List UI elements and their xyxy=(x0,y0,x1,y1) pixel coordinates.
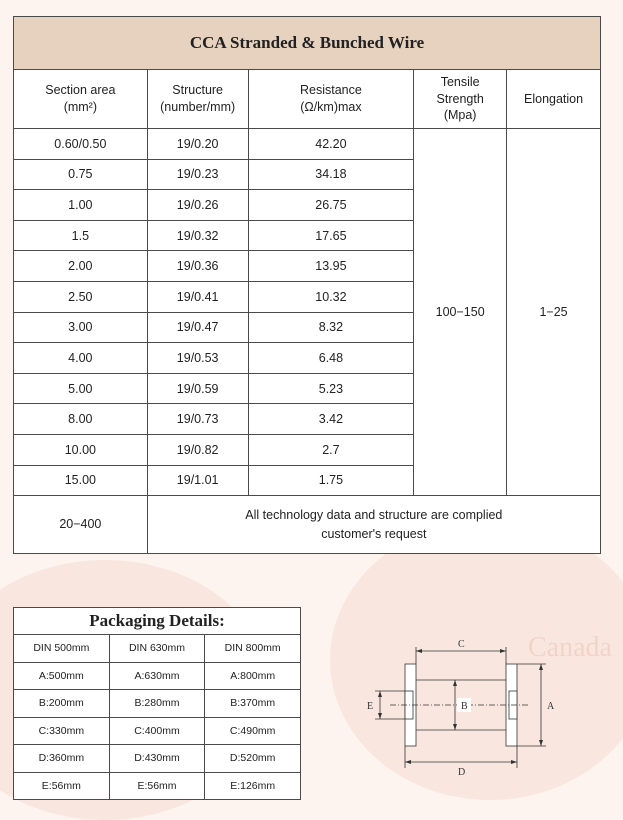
cell-structure: 19/0.59 xyxy=(147,373,248,404)
packaging-cell: D:430mm xyxy=(109,745,205,773)
packaging-cell: B:280mm xyxy=(109,690,205,718)
cell-resistance: 1.75 xyxy=(248,465,414,496)
cell-structure: 19/0.26 xyxy=(147,190,248,221)
packaging-cell: A:800mm xyxy=(205,662,301,690)
cell-structure: 19/0.20 xyxy=(147,129,248,160)
cell-section: 2.50 xyxy=(14,281,148,312)
cell-resistance: 5.23 xyxy=(248,373,414,404)
table-row xyxy=(14,129,601,160)
packaging-table xyxy=(13,607,301,800)
packaging-title: Packaging Details: xyxy=(14,608,301,635)
cell-resistance: 42.20 xyxy=(248,129,414,160)
cell-section: 0.75 xyxy=(14,159,148,190)
header-tensile-strength: Tensile Strength (Mpa) xyxy=(414,70,507,129)
cell-section: 4.00 xyxy=(14,343,148,374)
watermark-text: Canada xyxy=(528,632,612,663)
packaging-cell: A:500mm xyxy=(14,662,110,690)
spool-dimension-diagram xyxy=(360,632,570,782)
cell-structure: 19/0.47 xyxy=(147,312,248,343)
packaging-cell: C:490mm xyxy=(205,717,301,745)
cell-resistance: 10.32 xyxy=(248,281,414,312)
cell-structure: 19/0.36 xyxy=(147,251,248,282)
table-row xyxy=(14,662,301,690)
cell-custom-range: 20−400 xyxy=(14,496,148,554)
header-structure: Structure (number/mm) xyxy=(147,70,248,129)
cell-resistance: 34.18 xyxy=(248,159,414,190)
table-row xyxy=(14,690,301,718)
packaging-cell: E:56mm xyxy=(109,772,205,800)
cell-section: 0.60/0.50 xyxy=(14,129,148,160)
cell-section: 10.00 xyxy=(14,434,148,465)
table-title: CCA Stranded & Bunched Wire xyxy=(14,17,601,70)
dimension-label-b: B xyxy=(461,701,468,712)
packaging-cell: D:360mm xyxy=(14,745,110,773)
cell-structure: 19/0.41 xyxy=(147,281,248,312)
cell-resistance: 2.7 xyxy=(248,434,414,465)
packaging-cell: B:370mm xyxy=(205,690,301,718)
cell-section: 5.00 xyxy=(14,373,148,404)
cell-custom-note: All technology data and structure are complied customer's request xyxy=(147,496,600,554)
cca-spec-table xyxy=(13,16,601,554)
packaging-column-header: DIN 500mm xyxy=(14,635,110,663)
cell-section: 3.00 xyxy=(14,312,148,343)
header-elongation: Elongation xyxy=(507,70,601,129)
header-resistance: Resistance (Ω/km)max xyxy=(248,70,414,129)
cell-structure: 19/0.32 xyxy=(147,220,248,251)
cell-resistance: 3.42 xyxy=(248,404,414,435)
cell-structure: 19/0.82 xyxy=(147,434,248,465)
dimension-label-c: C xyxy=(458,639,465,650)
packaging-cell: D:520mm xyxy=(205,745,301,773)
packaging-cell: C:330mm xyxy=(14,717,110,745)
packaging-cell: B:200mm xyxy=(14,690,110,718)
dimension-label-e: E xyxy=(367,701,374,712)
cell-structure: 19/0.73 xyxy=(147,404,248,435)
cell-structure: 19/0.53 xyxy=(147,343,248,374)
packaging-cell: C:400mm xyxy=(109,717,205,745)
cell-structure: 19/0.23 xyxy=(147,159,248,190)
table-row xyxy=(14,745,301,773)
cell-tensile-strength: 100−150 xyxy=(414,129,507,496)
table-row xyxy=(14,717,301,745)
dimension-label-d: D xyxy=(458,767,466,778)
cell-resistance: 8.32 xyxy=(248,312,414,343)
packaging-column-header: DIN 630mm xyxy=(109,635,205,663)
cell-resistance: 17.65 xyxy=(248,220,414,251)
cell-structure: 19/1.01 xyxy=(147,465,248,496)
packaging-cell: A:630mm xyxy=(109,662,205,690)
cell-section: 15.00 xyxy=(14,465,148,496)
cell-elongation: 1−25 xyxy=(507,129,601,496)
packaging-column-header: DIN 800mm xyxy=(205,635,301,663)
cell-section: 1.5 xyxy=(14,220,148,251)
cell-resistance: 13.95 xyxy=(248,251,414,282)
packaging-cell: E:126mm xyxy=(205,772,301,800)
dimension-label-a: A xyxy=(547,701,555,712)
cell-section: 8.00 xyxy=(14,404,148,435)
cell-section: 2.00 xyxy=(14,251,148,282)
cell-section: 1.00 xyxy=(14,190,148,221)
cell-resistance: 6.48 xyxy=(248,343,414,374)
packaging-cell: E:56mm xyxy=(14,772,110,800)
cell-resistance: 26.75 xyxy=(248,190,414,221)
table-row xyxy=(14,772,301,800)
header-section-area: Section area (mm²) xyxy=(14,70,148,129)
